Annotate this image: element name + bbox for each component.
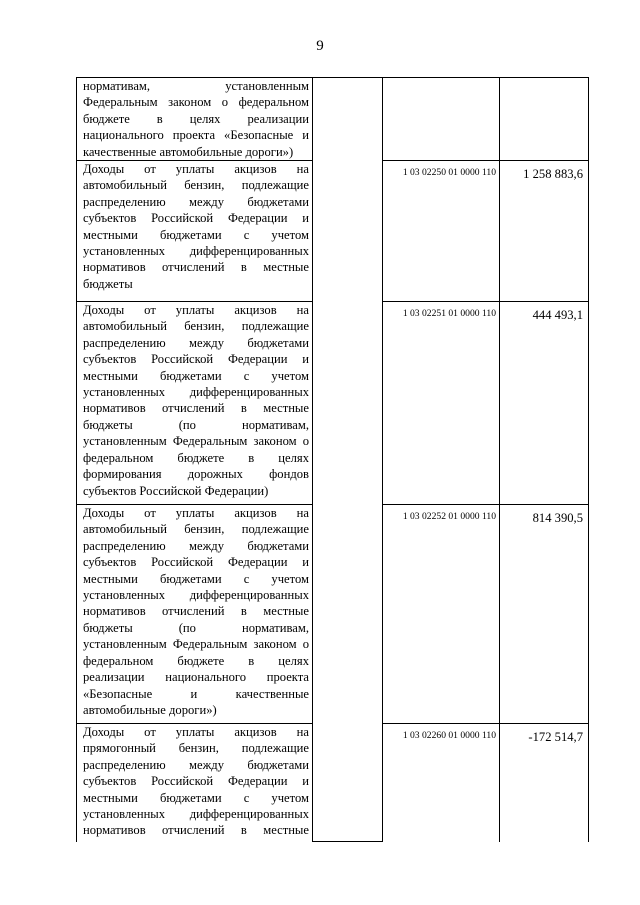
revenue-amount-cell: 444 493,1 (500, 302, 589, 505)
revenue-name-cell: Доходы от уплаты акцизов на автомобильный бензин, подлежащие распределению между бюджетами субъектов Российской Федерации и местными бюджетами с учетом установленных дифференцированных нормативов отчислений в местные бюджеты (по нормативам, установленным Федеральным законом о федеральном бюджете в целях формирования дорожных фондов субъектов Российской Федерации) (77, 302, 313, 505)
budget-revenue-table (76, 77, 589, 842)
revenue-name-cell: Доходы от уплаты акцизов на прямогонный бензин, подлежащие распределению между бюджетами субъектов Российской Федерации и местными бюджетами с учетом установленных дифференцированных нормативов отчислений в местные (77, 724, 313, 842)
table-row (77, 78, 589, 161)
revenue-code-cell: 1 03 02252 01 0000 110 (383, 505, 500, 724)
revenue-amount-cell: 1 258 883,6 (500, 161, 589, 302)
revenue-code-cell: 1 03 02260 01 0000 110 (383, 724, 500, 842)
revenue-name-cell: нормативам, установленным Федеральным законом о федеральном бюджете в целях реализации национального проекта «Безопасные и качественные автомобильные дороги») (77, 78, 313, 161)
revenue-name-cell: Доходы от уплаты акцизов на автомобильный бензин, подлежащие распределению между бюджетами субъектов Российской Федерации и местными бюджетами с учетом установленных дифференцированных нормативов отчислений в местные бюджеты (77, 161, 313, 302)
revenue-amount-cell: -172 514,7 (500, 724, 589, 842)
revenue-name-cell: Доходы от уплаты акцизов на автомобильный бензин, подлежащие распределению между бюджетами субъектов Российской Федерации и местными бюджетами с учетом установленных дифференцированных нормативов отчислений в местные бюджеты (по нормативам, установленным Федеральным законом о федеральном бюджете в целях реализации национального проекта «Безопасные и качественные автомобильные дороги») (77, 505, 313, 724)
revenue-amount-cell (500, 78, 589, 161)
revenue-amount-cell: 814 390,5 (500, 505, 589, 724)
revenue-code-cell (383, 78, 500, 161)
empty-column-cell (313, 78, 383, 842)
page-number: 9 (316, 38, 324, 54)
revenue-code-cell: 1 03 02250 01 0000 110 (383, 161, 500, 302)
revenue-code-cell: 1 03 02251 01 0000 110 (383, 302, 500, 505)
